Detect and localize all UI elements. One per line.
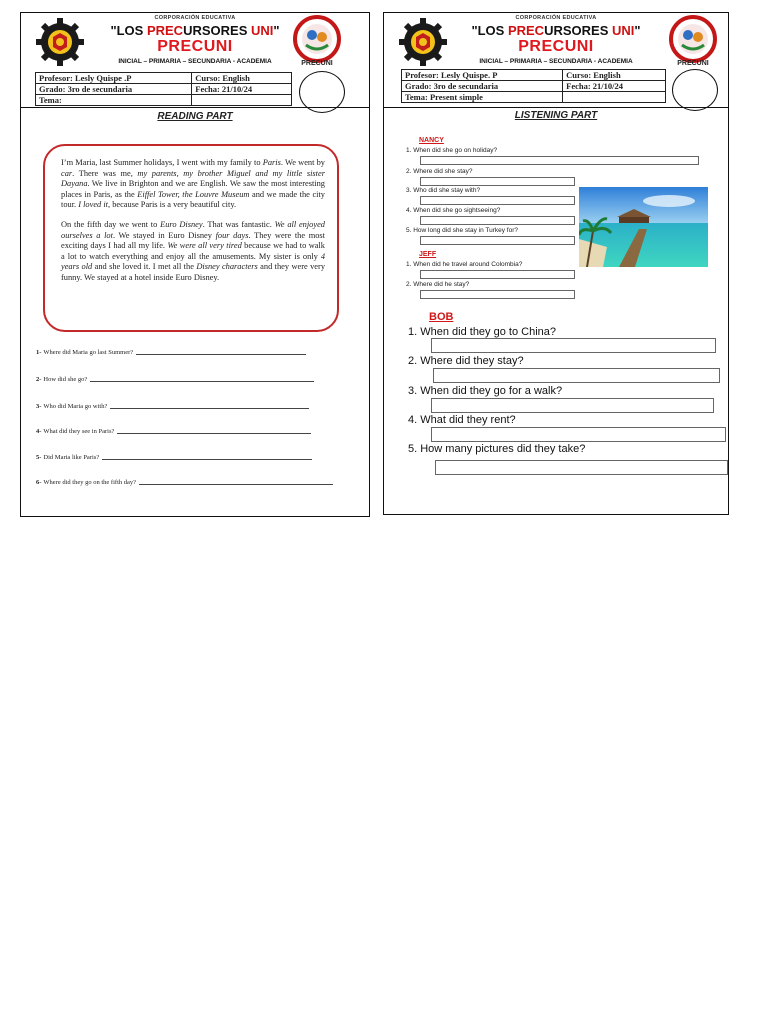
passage-segment: . They were the most exciting days I had all my life. xyxy=(61,230,325,251)
section-title: READING PART xyxy=(157,111,233,122)
passage-paragraph-2 xyxy=(61,220,325,284)
speaker-jeff: JEFF xyxy=(419,251,437,258)
bob-answer-box-3[interactable] xyxy=(431,398,714,413)
passage-segment: , because Paris is a very beautiful city. xyxy=(108,200,237,210)
passage-segment: Euro Disney xyxy=(160,219,203,229)
passage-segment: I loved it xyxy=(78,200,108,210)
passage-segment: . We went by xyxy=(280,158,325,167)
tropical-beach-photo xyxy=(579,187,708,267)
teacher-field: Profesor: Lesly Quispe .P xyxy=(36,73,192,84)
passage-segment: and we made the city tour. xyxy=(61,189,325,210)
corporation-label: CORPORACIÓN EDUCATIVA xyxy=(154,15,236,21)
school-seal-icon xyxy=(291,15,343,67)
student-info-table xyxy=(401,69,666,103)
passage-segment: . There was me, xyxy=(72,168,138,178)
nancy-question-3: 3. Who did she stay with? xyxy=(406,187,481,194)
bob-question-4: 4. What did they rent? xyxy=(408,414,516,426)
date-field: Fecha: 21/10/24 xyxy=(192,84,292,95)
grade-field: Grado: 3ro de secundaria xyxy=(402,81,563,92)
reading-question-1: 1- Where did Maria go last Summer? xyxy=(36,349,306,356)
student-info-table xyxy=(35,72,292,106)
reading-question-4: 4- What did they see in Paris? xyxy=(36,428,311,435)
passage-segment: . That was fantastic. xyxy=(202,219,275,229)
header-divider xyxy=(21,107,369,108)
answer-line[interactable] xyxy=(110,408,309,409)
passage-segment: 4 years old xyxy=(61,251,325,272)
passage-segment: Paris xyxy=(262,158,281,167)
passage-segment: On the fifth day we went to xyxy=(61,219,161,229)
bob-answer-box-5[interactable] xyxy=(435,460,728,475)
passage-segment: We were all very tired xyxy=(167,241,242,251)
passage-segment: my parents, my brother Miguel and my little sister Dayana xyxy=(61,168,325,189)
topic-blank xyxy=(192,95,292,106)
passage-segment: and she loved it. I met all the xyxy=(92,262,197,272)
nancy-question-5: 5. How long did she stay in Turkey for? xyxy=(406,227,519,234)
passage-segment: I’m Maria, last Summer holidays, I went with my family to xyxy=(61,158,263,167)
answer-line[interactable] xyxy=(90,381,314,382)
section-title: LISTENING PART xyxy=(514,110,598,121)
jeff-question-2: 2. Where did he stay? xyxy=(406,281,470,288)
brand-name: PRECUNI xyxy=(157,38,233,55)
nancy-answer-box-4[interactable] xyxy=(420,216,575,225)
svg-text:PRECUNI: PRECUNI xyxy=(301,60,333,67)
levels-label: INICIAL – PRIMARIA – SECUNDARIA - ACADEMIA xyxy=(479,58,633,65)
grade-circle xyxy=(672,69,718,111)
speaker-bob: BOB xyxy=(429,311,454,323)
brand-name: PRECUNI xyxy=(518,38,594,55)
bob-question-3: 3. When did they go for a walk? xyxy=(408,385,563,397)
reading-question-2: 2- How did she go? xyxy=(36,376,314,383)
course-field: Curso: English xyxy=(563,70,666,81)
bob-answer-box-2[interactable] xyxy=(433,368,720,383)
topic-blank xyxy=(563,92,666,103)
nancy-answer-box-3[interactable] xyxy=(420,196,575,205)
levels-label: INICIAL – PRIMARIA – SECUNDARIA - ACADEMIA xyxy=(118,58,272,65)
bob-question-2: 2. Where did they stay? xyxy=(408,355,524,367)
grade-field: Grado: 3ro de secundaria xyxy=(36,84,192,95)
date-field: Fecha: 21/10/24 xyxy=(563,81,666,92)
passage-segment: We all enjoyed ourselves a lot xyxy=(61,219,325,240)
teacher-field: Profesor: Lesly Quispe. P xyxy=(402,70,563,81)
school-header xyxy=(384,13,728,73)
passage-segment: car xyxy=(61,168,73,178)
school-header xyxy=(21,13,369,73)
bob-answer-box-4[interactable] xyxy=(431,427,726,442)
speaker-nancy: NANCY xyxy=(419,137,444,144)
bob-question-5: 5. How many pictures did they take? xyxy=(408,443,586,455)
reading-question-6: 6- Where did they go on the fifth day? xyxy=(36,479,333,486)
bob-question-1: 1. When did they go to China? xyxy=(408,326,556,338)
corporation-label: CORPORACIÓN EDUCATIVA xyxy=(515,15,597,21)
passage-paragraph-1 xyxy=(61,158,325,211)
nancy-answer-box-5[interactable] xyxy=(420,236,575,245)
answer-line[interactable] xyxy=(102,459,312,460)
course-field: Curso: English xyxy=(192,73,292,84)
answer-line[interactable] xyxy=(139,484,333,485)
school-name: "LOS PRECURSORES UNI" xyxy=(110,23,280,38)
svg-text:PRECUNI: PRECUNI xyxy=(677,60,709,67)
nancy-answer-box-2[interactable] xyxy=(420,177,575,186)
nancy-question-4: 4. When did she go sightseeing? xyxy=(406,207,501,214)
answer-line[interactable] xyxy=(136,354,306,355)
passage-segment: . We live in Brighton and we are English. We saw the most interesting places in Paris, as the xyxy=(61,179,325,199)
passage-segment: Eiffel Tower, the Louvre Museum xyxy=(137,189,250,199)
school-name: "LOS PRECURSORES UNI" xyxy=(471,23,641,38)
reading-question-5: 5- Did Maria like Paris? xyxy=(36,454,312,461)
bob-answer-box-1[interactable] xyxy=(431,338,716,353)
jeff-question-1: 1. When did he travel around Colombia? xyxy=(406,261,523,268)
listening-worksheet xyxy=(383,12,729,515)
passage-segment: four days xyxy=(215,230,249,240)
topic-field: Tema: xyxy=(36,95,192,106)
answer-line[interactable] xyxy=(117,433,311,434)
header-divider xyxy=(384,107,728,108)
nancy-question-1: 1. When did she go on holiday? xyxy=(406,147,498,154)
passage-segment: . We stayed in Euro Disney xyxy=(112,230,216,240)
jeff-answer-box-1[interactable] xyxy=(420,270,575,279)
passage-segment: because we had to walk a lot to watch everything and enjoy all the amusements. My sister is only xyxy=(61,241,325,261)
passage-segment: and they were very funny. We stayed at a hotel inside Euro Disney. xyxy=(61,262,326,282)
nancy-question-2: 2. Where did she stay? xyxy=(406,168,473,175)
nancy-answer-box-1[interactable] xyxy=(420,156,699,165)
jeff-answer-box-2[interactable] xyxy=(420,290,575,299)
topic-field: Tema: Present simple xyxy=(402,92,563,103)
reading-passage xyxy=(43,144,339,332)
school-seal-icon xyxy=(667,15,719,67)
reading-question-3: 3- Who did Maria go with? xyxy=(36,403,309,410)
passage-segment: Disney characters xyxy=(196,262,258,272)
reading-worksheet xyxy=(20,12,370,517)
